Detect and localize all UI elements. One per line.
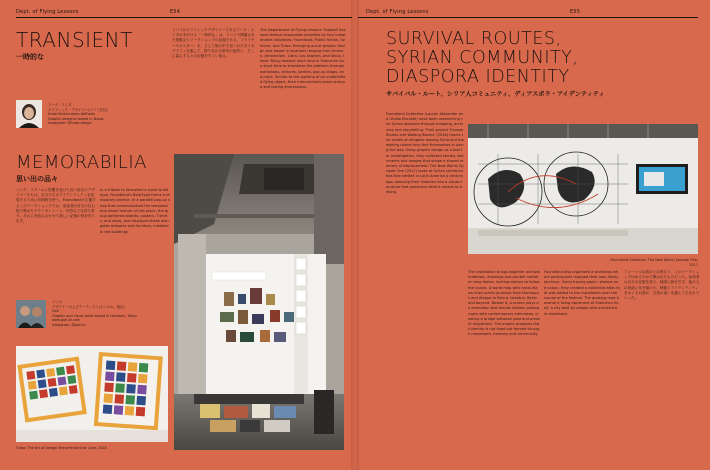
profile1-text xyxy=(48,103,158,126)
col4-body: フォーマルな展示とは異なり、このワークショップはゆるやかで開かれたものだった。参加者は自分の記憶を語り、地図に線を引き、他の人の物語に耳を傾けた。移動とアイデンティティをめぐる対話が、言語の違いを越えて生まれていった。 xyxy=(624,270,700,301)
page-number: E54 xyxy=(170,9,181,15)
installation-caption: Foundland Collective, The New World, Episode One, 2017 xyxy=(610,258,698,267)
left-page xyxy=(0,0,352,470)
profile1-avatar xyxy=(16,100,42,128)
memorabilia-title-ja: 思い出の品々 xyxy=(16,175,58,183)
portrait-icon xyxy=(16,300,46,328)
right-page xyxy=(358,0,710,470)
title-line-1: SURVIVAL ROUTES, xyxy=(386,29,562,49)
profile2-text xyxy=(52,300,164,328)
profile2-instagram: Instagram: @goh.tv xyxy=(52,322,86,327)
col1-body: Foundland Collective (Lauren Alexander and Ghalia Elsrakbi) have been researching the Syrian diaspora through mapping, archiving and storytelling. Their project 'Escape Routes and Waiting Rooms' (2016) traces the routes of refugees leaving Syria and the waiting rooms they find themselves in along the way. Using graphic design as a tool for investigation, they collected stories, documents and images that shape a shared memory of displacement. The New World, Episode One (2017) looks at Syrian communities that settled in Latin America a century ago, weaving their histories into a visual narrative that questions what it means to belong. xyxy=(386,112,464,195)
transient-body-ja: ドバイのグラフィックデザイナーであるフーダ・スミタが手がける「一時的な」は、ドバイで開催された展覧会とワークショップの記録である。フライヤーやポスター、本、そして街の中で見つけたタイポグラフィを通して、移り変わる都市の風景と、そこに暮らす人々の記憶をすくい取る。 xyxy=(172,28,255,59)
profile1-instagram: Instagram: @huda.design xyxy=(48,121,92,126)
header-rule xyxy=(358,17,698,18)
profile2-role-en: Graphic and visual artist based in Honolulu, Tokyo xyxy=(52,313,137,318)
profile1-name-en: Huda Smitshuijzen AbiFarès xyxy=(48,112,96,117)
page-number: E55 xyxy=(570,9,581,15)
profile2-name-en: Goh xyxy=(52,309,59,314)
books-caption: Turbo: The Art of Design Shenzhen/Art for Love, 2018 xyxy=(16,446,107,450)
memorabilia-body-en: In a tribute to Shenzhen's iconic build type, Foundland's Bold type forms a temporary archive. In a parallel pop-up shop that communicated the temporal and visual texture of this place, the group gathered objects, posters, T-shirts, and zines, and displayed these alongside artworks and furniture, installed in the buildings. xyxy=(100,188,170,234)
installation-photo xyxy=(468,124,698,254)
exhibition-photo xyxy=(174,154,344,450)
title-line-2: SYRIAN COMMUNITY, xyxy=(386,48,579,68)
profile2-name: ゴッホ xyxy=(52,300,63,304)
survival-title-ja: サバイバル・ルート、シリア人コミュニティ、ディアスポラ・アイデンティティ xyxy=(386,91,605,98)
installation-image xyxy=(468,124,698,254)
exhibition-image xyxy=(174,154,344,450)
memorabilia-body-ja: パンク・スクールに影響を受けた若い世代のデザイナーたちは、自分たちのアイデンティティを表現するために印刷物を使う。Foundlandが主催するこのワークショップでは、参加者が自分の住む街で集めたチラシやレシート、切符などを持ち寄り、それらを組み合わせて新しい記憶の形を作り出す。 xyxy=(16,188,96,224)
running-header: Dept. of Flying Lessons xyxy=(366,9,429,15)
col2-body: The installation brings together archival materials, drawings and printed matter on long tables, inviting visitors to follow the routes. A world map with hand-drawn lines marks journeys from Damascus and Aleppo to Beirut, Istanbul, Berlin and beyond. Beside it, a screen plays an animation that blends historic photographs with contemporary interviews, creating a bridge between past and present migrations. The project proposes that identity is not fixed but formed through movement, memory and community. xyxy=(468,270,541,337)
running-header: Dept. of Flying Lessons xyxy=(16,9,79,15)
books-photo xyxy=(16,346,168,442)
memorabilia-title: MEMORABILIA xyxy=(16,152,147,173)
transient-body-en: The Department of Flying Lessons' Football Seasons festival showcases activities by four independent initiatives: Foundland, Public Fiction, Seminar, and Turbo. Emerging out of graphic design and based in locations ranging from Amman, Amsterdam, Cairo, Los Angeles, and Seoul, these 'flying lessons' each land in Shenzhen for a short time to transform the platform through workshops, lectures, parties, pop-up shops, and more. Similar to the sighting of an unidentified flying object, their interventions leave strange and lasting impressions. xyxy=(260,28,346,90)
header-rule xyxy=(16,17,352,18)
profile1-name: フーダ・スミタ xyxy=(48,103,72,107)
col3-body: Foundland also organised a workshop where participants mapped their own family journeys. Using tracing paper, stamps and colour, they created a collective atlas that was added to the installation over the course of the festival. The growing map became a living document of Shenzhen itself, a city built by people who arrived from elsewhere. xyxy=(544,270,620,316)
transient-title: TRANSIENT xyxy=(16,28,133,52)
profile2-url: www.goh-tv.com xyxy=(52,318,81,323)
books-image xyxy=(16,346,168,442)
profile2-avatar xyxy=(16,300,46,328)
title-line-3: DIASPORA IDENTITY xyxy=(386,67,570,87)
transient-title-ja: 一時的な xyxy=(16,53,44,61)
profile1-role: グラフィック・デザイナー(ドバイ在住) xyxy=(48,107,108,112)
survival-title xyxy=(386,30,578,87)
profile1-role-en: Graphic designer based in Dubai xyxy=(48,116,104,121)
portrait-icon xyxy=(16,100,42,128)
profile2-role: デザイナーおよびアーティスト(ホノルル、東京) xyxy=(52,304,125,309)
